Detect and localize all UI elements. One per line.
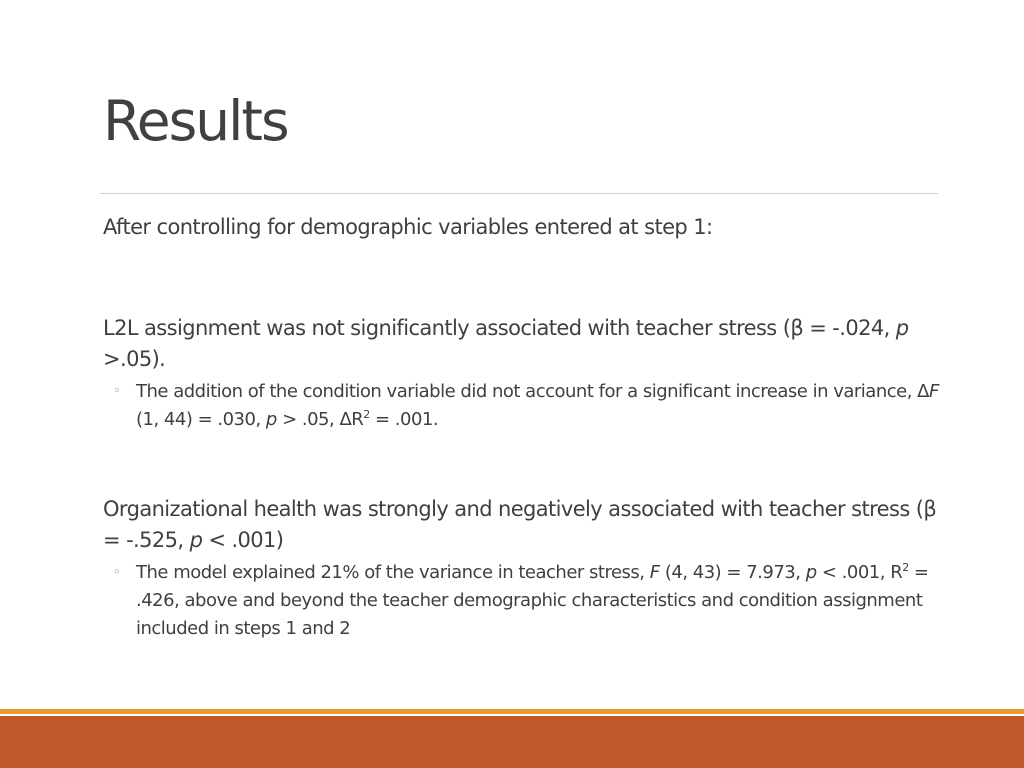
point-sub-bullet: ◦ The model explained 21% of the variance in teacher stress, F (4, 43) = 7.973, p < .001, $R^2 = .426$, above and beyond the teacher demographic characteristics and condition assignment included in steps 1 and 2 [113,561,929,639]
bullet-icon: ◦ [113,384,121,399]
slide-title: Results [103,89,288,153]
result-point-org-health [103,494,943,643]
title-divider [100,193,938,194]
point-main-text: Organizational health was strongly and negatively associated with teacher stress (β = -.525, p < .001) [103,497,937,552]
intro-text: After controlling for demographic variables entered at step 1: [103,215,713,239]
footer-accent-line [0,709,1024,714]
result-point-l2l [103,313,943,434]
point-sub-bullet: ◦ The addition of the condition variable did not account for a significant increase in variance, ΔF (1, 44) = .030, p > .05, $\Delta R^2 = .001$. [103,378,943,434]
bullet-icon: ◦ [113,565,121,580]
footer-band [0,716,1024,768]
point-main-text: L2L assignment was not significantly associated with teacher stress (β = -.024, p >.05). [103,316,909,371]
